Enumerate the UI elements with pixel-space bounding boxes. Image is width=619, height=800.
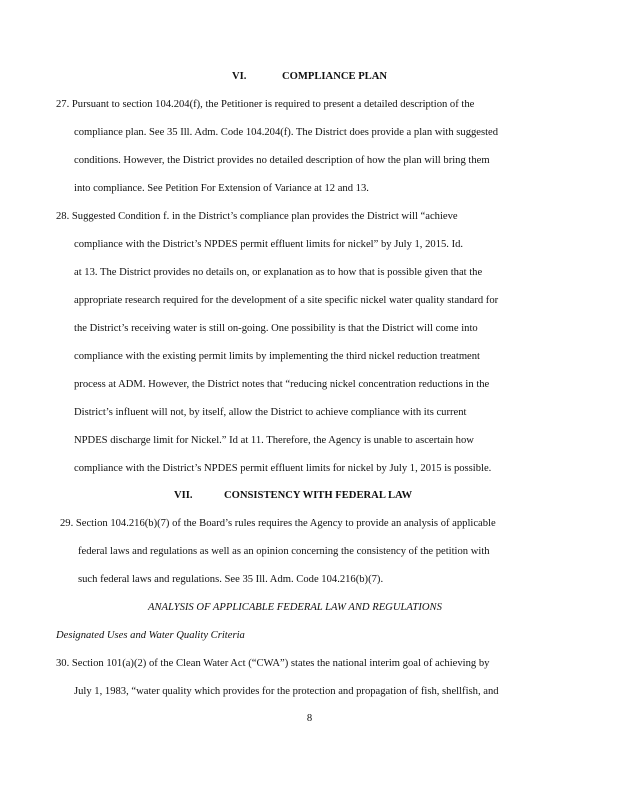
paragraph-27-line-4: into compliance. See Petition For Extension of Variance at 12 and 13. (74, 183, 369, 194)
paragraph-29-line-2: federal laws and regulations as well as an opinion concerning the consistency of the petition with (78, 546, 490, 557)
paragraph-28-line-4: appropriate research required for the development of a site specific nickel water quality standard for (74, 295, 499, 306)
section-number: VII. (174, 490, 193, 501)
section-title: COMPLIANCE PLAN (282, 71, 388, 82)
paragraph-30-line-1: 30. Section 101(a)(2) of the Clean Water Act (“CWA”) states the national interim goal of achieving by (56, 658, 490, 669)
designated-uses-subheading: Designated Uses and Water Quality Criteria (56, 630, 245, 641)
paragraph-27-line-2: compliance plan. See 35 Ill. Adm. Code 104.204(f). The District does provide a plan with suggested (74, 127, 499, 138)
section-number: VI. (232, 71, 247, 82)
analysis-subheading: ANALYSIS OF APPLICABLE FEDERAL LAW AND REGULATIONS (148, 602, 442, 613)
paragraph-28-line-7: process at ADM. However, the District notes that “reducing nickel concentration reductions in the (74, 379, 490, 390)
paragraph-29-line-1: 29. Section 104.216(b)(7) of the Board’s rules requires the Agency to provide an analysis of applicable (60, 518, 496, 529)
paragraph-28-line-2: compliance with the District’s NPDES permit effluent limits for nickel” by July 1, 2015. Id. (74, 239, 464, 250)
section-heading-vii (174, 491, 412, 502)
paragraph-28-line-3: at 13. The District provides no details on, or explanation as to how that is possible given that the (74, 267, 483, 278)
section-heading-vi (232, 72, 387, 83)
section-title: CONSISTENCY WITH FEDERAL LAW (224, 490, 413, 501)
paragraph-28-line-10: compliance with the District’s NPDES permit effluent limits for nickel by July 1, 2015 is possible. (74, 463, 492, 474)
paragraph-28-line-6: compliance with the existing permit limits by implementing the third nickel reduction treatment (74, 351, 480, 362)
page-number: 8 (306, 713, 313, 724)
paragraph-29-line-3: such federal laws and regulations. See 35 Ill. Adm. Code 104.216(b)(7). (78, 574, 384, 585)
paragraph-28-line-8: District’s influent will not, by itself, allow the District to achieve compliance with its current (74, 407, 467, 418)
paragraph-28-line-5: the District’s receiving water is still on-going. One possibility is that the District will come into (74, 323, 478, 334)
paragraph-27-line-1: 27. Pursuant to section 104.204(f), the Petitioner is required to present a detailed description of the (56, 99, 475, 110)
paragraph-28-line-1: 28. Suggested Condition f. in the District’s compliance plan provides the District will “achieve (56, 211, 458, 222)
paragraph-30-line-2: July 1, 1983, “water quality which provides for the protection and propagation of fish, shellfish, and (74, 686, 499, 697)
paragraph-27-line-3: conditions. However, the District provides no detailed description of how the plan will bring them (74, 155, 490, 166)
paragraph-28-line-9: NPDES discharge limit for Nickel.” Id at 11. Therefore, the Agency is unable to ascertain how (74, 435, 474, 446)
